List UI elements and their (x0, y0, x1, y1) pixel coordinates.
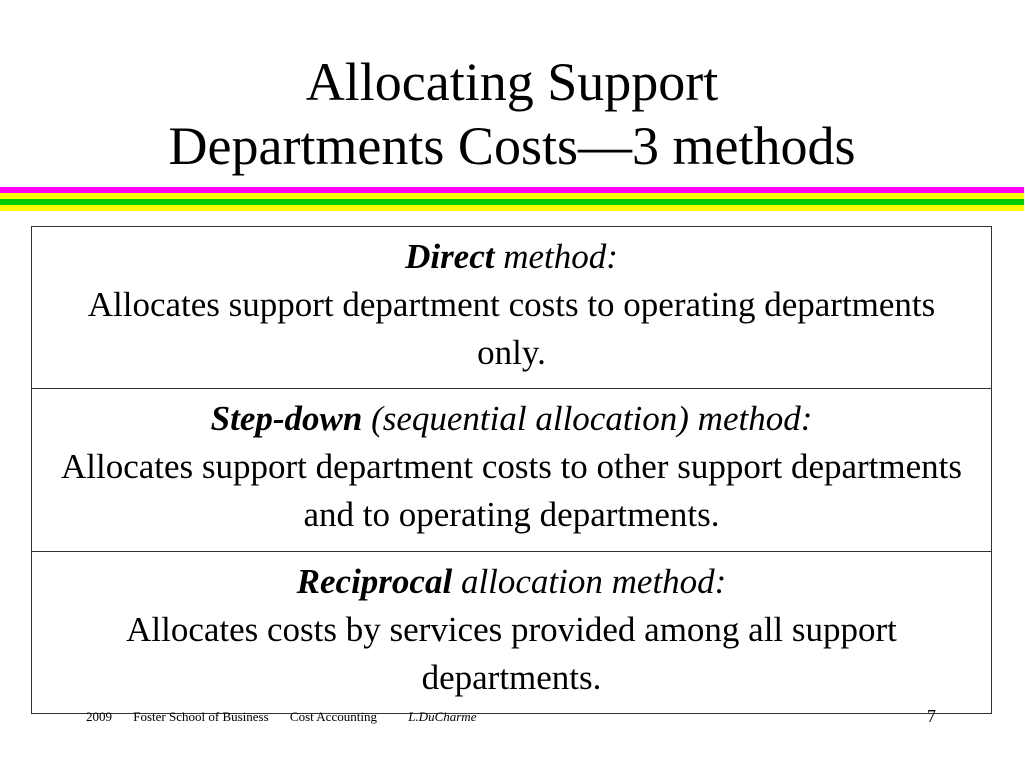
slide-title (0, 50, 1024, 178)
method-description: Allocates support department costs to other support departments and to operating departments. (60, 447, 963, 535)
methods-table (31, 226, 992, 714)
method-heading (32, 558, 991, 606)
method-description: Allocates support department costs to operating departments only. (87, 285, 936, 372)
footer-author: L.DuCharme (408, 709, 477, 724)
footer-school: Foster School of Business (133, 709, 269, 724)
method-heading (32, 395, 991, 443)
method-heading-rest: method: (494, 237, 618, 276)
method-heading-rest: (sequential allocation) method: (362, 399, 813, 439)
method-step-down (32, 388, 991, 550)
slide-title-line-1: Allocating Support (305, 52, 719, 112)
method-name: Step-down (210, 399, 363, 439)
slide-title-line-2: Departments Costs—3 methods (168, 116, 856, 176)
method-description: Allocates costs by services provided among all support departments. (126, 609, 897, 697)
stripe-yellow-2 (0, 205, 1024, 211)
method-reciprocal (32, 551, 991, 713)
method-name: Reciprocal (296, 561, 453, 601)
footer-course: Cost Accounting (289, 709, 377, 724)
method-heading (32, 233, 991, 281)
footer-year: 2009 (86, 709, 112, 724)
method-name: Direct (405, 237, 495, 276)
slide-footer (86, 709, 494, 725)
method-direct (32, 227, 991, 388)
decorative-stripes (0, 187, 1024, 211)
method-heading-rest: allocation method: (452, 561, 727, 601)
page-number: 7 (927, 706, 936, 726)
